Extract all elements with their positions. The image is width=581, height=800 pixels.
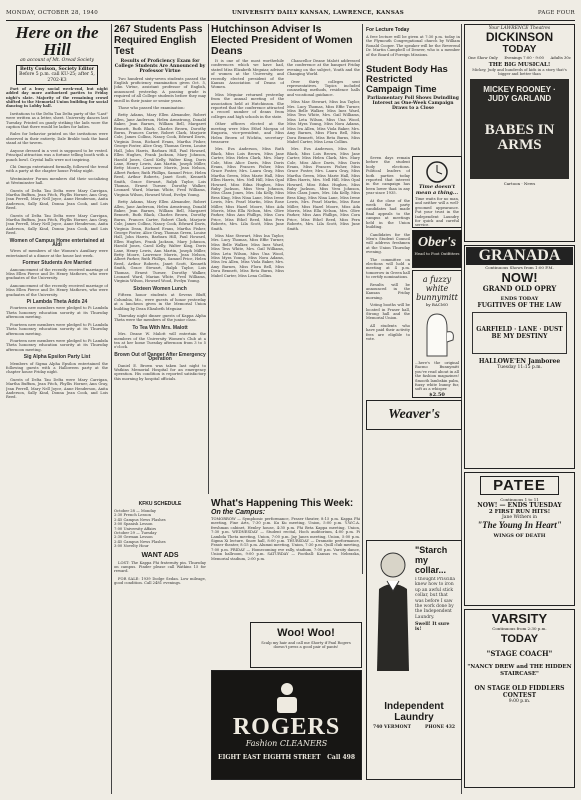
campaign-headline: Student Body Has Restricted Campaign Time [366,64,448,95]
society-body [6,87,108,403]
subhead: Sixteen Women Lunch [133,285,187,292]
names-list: Mrs. Eva Anderson, Miss Ruth Black, Miss Lois Brown, Miss Jane Carter, Miss Helen Clark, Mrs. Mary Cole, Miss Alice Davis, Miss Doris Evans, Miss Frances Fisher, Miss Grace Foster, Mrs. Laura Gray, Miss Martha Green, Miss Marie Hall, Miss Ellen Harris, Mrs. Nell Hill, Miss Opal Howard, Miss Edna Hughes, Miss Ruby Jackson, Miss Vera Johnson, Miss Clara Jones, Mrs. Ida Kelly, Miss Bess King, Miss Nina Lane, Miss Irene Lewis, Mrs. Pearl Martin, Miss Rose Miller, Miss Hazel Moore, Miss Ada Morris, Miss Ella Nelson, Mrs. Olive Parker, Miss Ann Phillips, Miss Cora Price, Miss Ethel Reed, Miss Fern Roberts, Mrs. Lila Scott, Miss June Smith. [211,147,284,231]
paragraph: Those who passed the examination: [118,106,185,111]
granada-ad [464,245,575,469]
rogers-footer [212,748,361,761]
column-rule [362,24,363,574]
paragraph: Miss Meguiar returned yesterday from the annual meeting of the association held at Hutchinson. She reported that the conference attracted a record number of deans from colleges and high schools in the state. [211,92,284,119]
paragraph: Chi Omega entertained formally, followed the trend with a party at the chapter house Friday night. [6,164,108,174]
stage-time: 9:00 p.m. [508,699,531,704]
kfku-schedule: October 28 — Monday 2:30 French Lesson 2:45 Campus News Flashes 3:00 Spanish Lesson 7:00 University Affairs October 29 — Tuesday 2:30 German Lesson 2:45 Campus News Flashes 3:00 Novelty Hour [114,509,166,549]
paragraph: Invitations to the Delta Tau Delta party of the "Last" were written as a letter, sheet. University dances last Tuesday. Printed on gaudy striking the lads wore the caption that there would be ladies for ladies. [6,111,108,130]
paragraph: Seven days remain before the student body elections. Political leaders of both parties today reported that interest in the campaign has been lower than in any year since 1935. [366,156,410,196]
clock-wrap [413,160,461,184]
starch-title: "Starch my collar... [415,545,448,575]
movie-stars: MICKEY ROONEY · JUDY GARLAND [483,84,556,103]
time-laundry-ad [412,156,462,228]
laundry-phone: PHONE 432 [424,725,455,730]
patee-heading: 2 FIRST RUN HITS! [488,509,551,515]
clock-icon [425,160,449,184]
ironing-figure-icon [267,681,307,715]
paragraph: Guests of Delta Tau Delta were Mary Carrigan, Martha Buffum, Jean Fitch, Phyllis Horner, Ann Gray, Jean Ferrell, Mary Nell Joyce, Anne Henderson, Anita Anderson, Sally Kind, Donna Jean Cook, and Lois Reed. [6,188,108,211]
laundry-footer [367,723,461,732]
paragraph: Announcement of the recently received marriage of Miss Ellen Pierce and Dr. Henry Mathews, who were graduates of the University. [6,283,108,297]
text-column [287,59,360,494]
names-list: Betty Adams, Mary Ellen Alexander, Robert Allen, Jane Anderson, Helen Armstrong, Donald Baker, Jean Barnes, William Bell, Margaret Bennett, Ruth Black, Charles Brown, Dorothy Burns, Frances Carter, Robert Clark, Marjorie Cole, James Collins, Nancy Cook, Edward Davis, Virginia Dean, Richard Evans, Martha Fisher, George Foster, Alice Gray, Thomas Green, Louise Hall, John Harris, Barbara Hill, Paul Howard, Ellen Hughes, Frank Jackson, Mary Johnson, Harold Jones, Carol Kelly, Walter King, Doris Lane, Henry Lewis, Ann Martin, Joseph Miller, Betty Moore, Lawrence Morris, Jean Nelson, Albert Parker, Ruth Phillips, Samuel Price, Helen Reed, Arthur Roberts, Janet Scott, Kenneth Smith, Grace Stewart, Ralph Taylor, Lois Thomas, Ernest Turner, Dorothy Walker, Leonard Ward, Marian White, Fred Williams, Virginia Wilson, Howard Wood, Evelyn Young. [114,200,206,284]
film-stage-coach: "STAGE COACH" [486,649,553,658]
paragraph: At the close of the week the party candidates had made final appeals to the campus at meetings held in the Union building. [366,198,410,230]
paragraph: Part of a busy social week-end, but night added day more authorized parties to Friday night's slate. Majority of the remaining crowd shifted to the Memorial Union building for social dancing in Lobby hall. [6,86,108,109]
woo-woo-ad [250,622,362,668]
women-deans-column [211,24,360,494]
paragraph: Members of Sigma Alpha Epsilon entertained the following guests with a Halloween party at the chapter house Friday night. [6,361,108,375]
theatres-column [464,24,575,794]
want-ad: FOR SALE: 1939 Dodge Sedan. Low mileage, good condition. Call 2481 evenings. [114,576,206,586]
paragraph: Chancellor Deane Malott addressed the conference at the banquet Friday evening on the subject, Youth and the Changing World. [287,59,360,77]
paragraph: Anyone dressed in a vest is supposed to be vested. Principal attraction was a fortune telling booth with a punch bowl. Crystal balls were not inspiring. [6,148,108,162]
society-byline: an account of Mt. Oread Society [20,58,94,63]
film-young-in-heart: "The Young In Heart" [477,520,562,530]
dickinson-times [466,55,573,60]
bunnymitt-ad [412,270,462,398]
english-test-headline: 267 Students Pass Required English Test [114,24,203,57]
whats-happening-subtitle: On the Campus: [211,509,266,516]
paragraph: Results will be announced in the Kansan Friday morning. [366,282,410,300]
paragraph: Other officers elected at the meeting were Miss Ethel Morgan of Emporia, vice-president, and Miss Helen Brown of Wichita, secretary-treasurer. [211,122,284,144]
big-musical: THE BIG MUSICAL! [488,62,551,68]
film-nancy-drew: "NANCY DREW and THE HIDDEN STAIRCASE" [467,664,572,677]
paragraph: Voting booths will be located in Fraser hall, Strong hall and the Memorial Union. [366,303,410,321]
show-price: Adults 30c [550,55,571,60]
big-sub: Mickey, Judy and hundreds of kids in a story that's bigger and better than [472,68,567,77]
laundry-ad-text [415,545,457,673]
varsity-ad [464,609,575,788]
woo-body: Scalp my hair and call me Shorty if Paul Rogers doesn't press a good pair of pants! [261,641,351,650]
theatres-guide: Your LAWRENCE Theatres [488,26,551,31]
granada-now: NOW! [501,270,538,285]
paragraph: Two hundred sixty-seven students passed the English proficiency examination given Oct. 5, John Virtue, assistant professor of English, announced yesterday. A passing grade is required of all College students before they may enroll in their junior or senior years. [114,76,206,103]
kfku-want-ads [114,498,206,618]
subhead: Brown Out of Danger After Emergency Operation [114,351,206,363]
mitten-wrap [413,310,461,358]
names-list: Mrs. Eva Anderson, Miss Ruth Black, Miss Lois Brown, Miss Jane Carter, Miss Helen Clark, Mrs. Mary Cole, Miss Alice Davis, Miss Doris Evans, Miss Frances Fisher, Miss Grace Foster, Mrs. Laura Gray, Miss Martha Green, Miss Marie Hall, Miss Ellen Harris, Mrs. Nell Hill, Miss Opal Howard, Miss Edna Hughes, Miss Ruby Jackson, Miss Vera Johnson, Miss Clara Jones, Mrs. Ida Kelly, Miss Bess King, Miss Nina Lane, Miss Irene Lewis, Mrs. Pearl Martin, Miss Rose Miller, Miss Hazel Moore, Miss Ada Morris, Miss Ella Nelson, Mrs. Olive Parker, Miss Ann Phillips, Miss Cora Price, Miss Ethel Reed, Miss Fern Roberts, Mrs. Lila Scott, Miss June Smith. [287,147,360,231]
dickinson-name: DICKINSON [485,30,554,44]
patee-time: Continuous 1 to 11 [500,497,539,502]
rogers-logo: ROGERS [232,714,341,740]
whats-happening [211,498,360,618]
woo-title: Woo! Woo! [277,627,335,639]
paragraph: Guests of Delta Tau Delta were Mary Carrigan, Martha Buffum, Jean Fitch, Phyllis Horner, Ann Gray, Jean Ferrell, Mary Nell Joyce, Anne Henderson, Anita Anderson, Sally Kind, Donna Jean Cook, and Lois Reed. [6,213,108,236]
rogers-sub: Fashion CLEANERS [245,739,328,748]
film-wings: WINGS OF DEATH [493,533,546,539]
rogers-figure-wrap [212,681,361,715]
paragraph: Mrs. Deane W. Malott will entertain the members of the University Women's Club at a tea at her home Tuesday afternoon from 3 to 5 o'clock. [114,332,206,350]
movie-title: BABES IN ARMS [484,121,555,153]
paragraph: Announcement of the recently received marriage of Miss Ellen Pierce and Dr. Henry Mathews, who were graduates of the University. [6,267,108,281]
subhead: Pi Lambda Theta Adds 24 [26,299,88,306]
obers-logo: Ober's [417,235,457,250]
header-masthead: UNIVERSITY DAILY KANSAN, LAWRENCE, KANSAS [231,10,404,16]
halloween-jamboree: HALLOWE'EN Jamboree [478,358,561,365]
page-header [6,6,575,21]
subhead: Sig Alpha Epsilon Party List [23,354,91,361]
time-ad-title: Time doesn't mean a thing... [415,184,459,196]
paragraph: Guests of Delta Tau Delta were Mary Carrigan, Martha Buffum, Jean Fitch, Phyllis Horner, Ann Gray, Jean Ferrell, Mary Nell Joyce, Anne Henderson, Anita Anderson, Sally Kind, Donna Jean Cook, and Lois Reed. [6,377,108,400]
paragraph: All students who have paid their activity fees are eligible to vote. [366,323,410,342]
ends-today: ENDS TODAY [500,296,539,302]
obers-tag: Head to Foot Outfitters [414,251,460,256]
varsity-name: VARSITY [491,611,548,626]
text-column [211,59,284,494]
weavers-ad [366,400,462,430]
laundry-ad-top [367,541,461,677]
society-title: Here on the Hill [15,24,99,59]
subhead: To Tea With Mrs. Malott [132,324,188,331]
kfku-head: KFKU SCHEDULE [138,501,182,507]
film-fugitives: FUGITIVES OF THE LAW [477,302,562,309]
whats-happening-title: What's Happening This Week: [211,498,354,509]
film-dust: GARFIELD · LANE · DUST BE MY DESTINY [476,326,563,340]
paragraph: Rules for behavior printed on the invitations were observed in their entirety. Dale Brokle took the band stand at the tavern. [6,132,108,146]
bunnymitt-title: a fuzzy white bunnymitt [416,275,458,302]
column-rule [208,24,209,494]
lecture-body: A free lecture will be given at 7:30 p.m. today in the Plymouth Congregational church by William Ronald Cooper. The speaker will be the Reverend Dr. Martin Campbell of Denver, who is a member of the Board of Foreign Missions. [366,35,460,57]
want-ads-head: WANT ADS [141,551,179,559]
rogers-address: EIGHT EAST EIGHTH STREET [218,754,321,761]
society-editor-box [16,65,98,85]
column-rule [111,24,112,794]
paragraph: Daniel E. Brown was taken last night to Watkins Memorial Hospital for an emergency operation. His condition is reported satisfactory this morning by hospital officials. [114,363,206,381]
halloween-time: Tuesday 11:15 p.m. [497,365,542,370]
patee-now: NOW! — ENDS TUESDAY [477,502,562,509]
society-column [6,24,108,794]
english-test-subhead: Results of Proficiency Exam for College Students Are Announced by Professor Virtue [114,59,206,75]
varsity-today: TODAY [500,633,539,645]
show-note: One Show Only [468,55,498,60]
society-phone: Before 5 p.m. call KU-25; after 5, 2702-K3 [19,72,95,83]
granada-time: Continuous Shows from 1:00 P.M. [485,265,554,270]
independent-laundry-ad [366,540,462,780]
show-times: Evenings 7:00 - 9:00 [504,55,544,60]
subhead: Women of Campus Home entertained at Aldi [9,237,105,248]
names-list: Miss Mae Stewart, Miss Ina Taylor, Mrs. Lucy Thomas, Miss Effie Turner, Miss Belle Walker, Miss Inez Ward, Miss Tess White, Mrs. Gail Williams, Miss Leta Wilson, Miss Una Wood, Miss Myra Young, Miss Nora Adams, Miss Iva Allen, Miss Viola Baker, Mrs. Amy Barnes, Miss Flora Bell, Miss Dora Bennett, Miss Reta Burns, Miss Mabel Carter, Miss Lena Collins. [211,234,284,278]
paragraph: The committee on elections will hold a meeting at 4 p.m. tomorrow in Green hall to certify nominations. [366,257,410,280]
names-list: Miss Mae Stewart, Miss Ina Taylor, Mrs. Lucy Thomas, Miss Effie Turner, Miss Belle Walker, Miss Inez Ward, Miss Tess White, Mrs. Gail Williams, Miss Leta Wilson, Miss Una Wood, Miss Myra Young, Miss Nora Adams, Miss Iva Allen, Miss Viola Baker, Mrs. Amy Barnes, Miss Flora Bell, Miss Dora Bennett, Miss Reta Burns, Miss Mabel Carter, Miss Lena Collins. [287,100,360,144]
paragraph: Fourteen new members were pledged to Pi Lambda Theta honorary education sorority at its Thursday afternoon meeting. [6,322,108,336]
movie-still [470,79,569,179]
lecture-head: For Lecture Today [366,27,410,33]
paragraph: Fourteen new members were pledged to Pi Lambda Theta honorary education sorority at its Thursday afternoon meeting. [6,306,108,320]
dickinson-today: TODAY [502,44,537,55]
granada-name: GRANADA [466,247,573,265]
dickinson-ad [464,24,575,242]
patee-ad [464,472,575,606]
patee-jane: Jane Withers in [501,515,538,520]
obers-ad [412,230,462,268]
whats-happening-body: TOMORROW — Symphonic performance, Fraser theater, 8:15 p.m. Kappa Phi meeting, Fine Arts, 7:30 p.m. Ku Ku meeting, Union, 5:00 p.m. Y.W.C.A. freshman cabinet, Henley house, 4:30 p.m. Phi Beta Kappa meeting, Union, 7:30 p.m. WEDNESDAY — Student recital, Hoch auditorium, 4:00 p.m. Pi Lambda Theta meeting, Union, 7:00 p.m. Jay Janes meeting, Union, 5:00 p.m. Sigma Xi lecture, Snow hall, 8:00 p.m. THURSDAY — Dramatic performance, Fraser theater, 8:15 p.m. Alumni meeting, Union, 7:30 p.m. Quill club meeting, 7:00 p.m. FRIDAY — Homecoming eve rally, stadium, 7:00 p.m. Varsity dance, Union ballroom, 9:00 p.m. SATURDAY — Football: Kansas vs. Nebraska, Memorial stadium, 2:00 p.m. [211,517,360,561]
rogers-call: Call 498 [327,754,355,761]
campaign-subhead: Parliamentary Poll Shows Dwindling Interest as One-Week Campaign Draws to a Close [367,96,459,112]
paragraph: Westminster Forum members did their socializing at Westminster hall. [6,176,108,186]
names-list: Betty Adams, Mary Ellen Alexander, Robert Allen, Jane Anderson, Helen Armstrong, Donald Baker, Jean Barnes, William Bell, Margaret Bennett, Ruth Black, Charles Brown, Dorothy Burns, Frances Carter, Robert Clark, Marjorie Cole, James Collins, Nancy Cook, Edward Davis, Virginia Dean, Richard Evans, Martha Fisher, George Foster, Alice Gray, Thomas Green, Louise Hall, John Harris, Barbara Hill, Paul Howard, Ellen Hughes, Frank Jackson, Mary Johnson, Harold Jones, Carol Kelly, Walter King, Doris Lane, Henry Lewis, Ann Martin, Joseph Miller, Betty Moore, Lawrence Morris, Jean Nelson, Albert Parker, Ruth Phillips, Samuel Price, Helen Reed, Arthur Roberts, Janet Scott, Kenneth Smith, Grace Stewart, Ralph Taylor, Lois Thomas, Ernest Turner, Dorothy Walker, Leonard Ward, Marian White, Fred Williams, Virginia Wilson, Howard Wood, Evelyn Young. [114,113,206,197]
paragraph: It is one of the most worthwhile conferences which we have had, stated Miss Elizabeth Meguiar, adviser of women at the University, and recently elected president of the Kansas Association of Deans of Women. [211,59,284,90]
film-grand-old-opry: GRAND OLD OPRY [482,284,557,293]
paragraph: Wives of members of the Women's Auxiliary were entertained at a dinner at the house last week. [6,249,108,258]
paragraph: Fifteen honor students at Sevens Bluff, Columbia, Mo., were guests of honor yesterday at a luncheon given in the Memorial Union building by Dean Elizabeth Meguiar. [114,293,206,311]
patee-name: PATEE [480,476,559,495]
time-ad-body: Time waits for no man, and neither will a well-groomed appearance. Put your trust in the Independent Laundry for quick and careful service. [415,197,459,228]
paragraph: Candidates for the Men's Student Council will address freshmen at the Union Thursday evening. [366,232,410,255]
on-stage: ON STAGE OLD FIDDLERS CONTEST [474,685,565,699]
paragraph: Fourteen new members were pledged to Pi Lambda Theta honorary education sorority at its Thursday afternoon meeting. [6,338,108,352]
campaign-body [366,156,410,396]
women-deans-headline: Hutchinson Adviser Is Elected President of Women Deans [211,24,353,57]
starch-body: I thought Priscilla knew how to iron up an awful stick collar, but that was before I saw the work done by the Independent Laundry. [415,577,455,620]
paragraph: Over thirty colleges sent representatives. Topics included counseling methods, residence halls and vocational guidance. [287,79,360,97]
weavers-logo: Weaver's [388,407,440,422]
movie-extra: Cartoon · News [503,180,536,186]
rogers-ad [211,670,362,780]
english-test-column [114,24,206,494]
women-deans-body [211,59,360,494]
garfield-box [472,312,567,354]
society-author: Betty Coulson, Society Editor [19,67,95,73]
starch-end: Swell! It sure is! [415,622,450,633]
want-ad: LOST: The Kappa Phi fraternity pin. Thursday on campus. Finder please call Watkins 15 for reward. [114,560,206,574]
mitten-icon [419,310,455,358]
bunnymitt-by: by BACMO [425,302,449,307]
header-date: MONDAY, OCTOBER 28, 1940 [6,10,99,16]
laundry-address: 740 VERMONT [373,725,411,730]
bunnymitt-price: $2.50 [429,391,445,398]
varsity-time: Continuous from 2:30 p.m. [492,626,547,631]
subhead: Former Students Are Married [22,260,92,267]
campaign-column [366,24,460,154]
header-page: PAGE FOUR [537,10,575,16]
paragraph: Thursday night dinner guests of Kappa Alpha Theta were the members of the junior class. [114,313,206,323]
man-collar-icon [371,545,413,673]
laundry-name: Independent Laundry [384,701,444,723]
english-test-body [114,77,206,385]
bunnymitt-body: ...here's the original Bacmo Bunnymitt you've read about in all the fashion magazines! Smooth lambskin palm, fuzzy white bunny fur, soft as a whisper. [415,361,459,392]
